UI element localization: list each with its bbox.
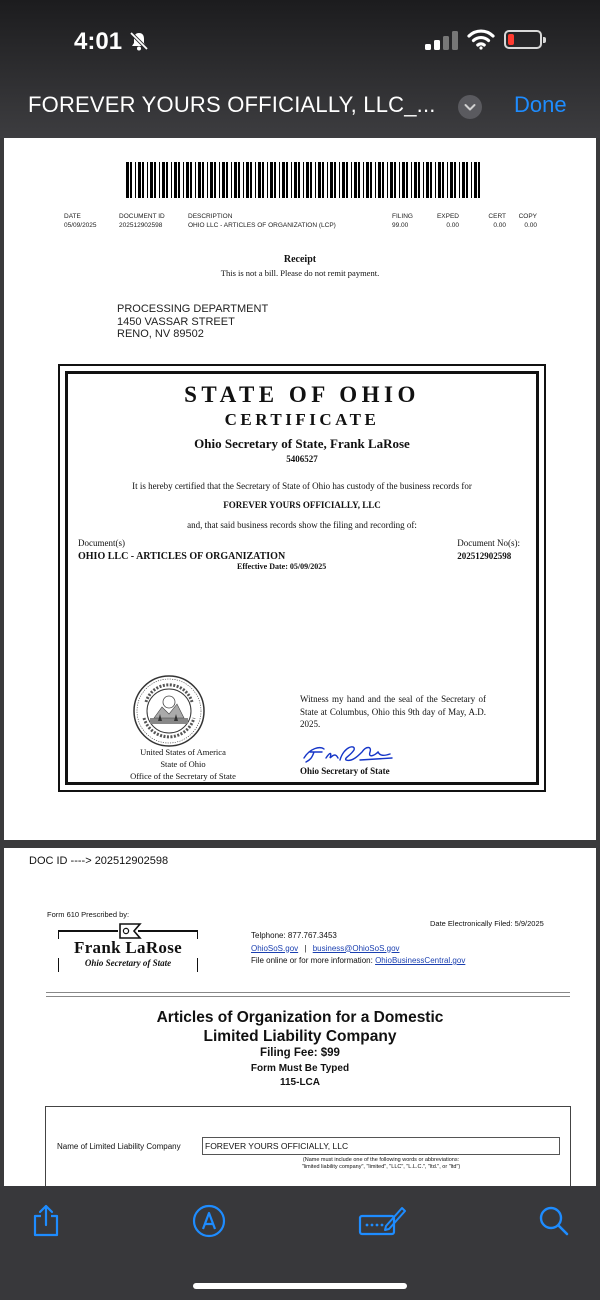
- status-time: 4:01: [74, 28, 123, 55]
- signature-caption: Ohio Secretary of State: [300, 766, 390, 776]
- signature-button[interactable]: [358, 1204, 406, 1236]
- document-page-1: [4, 138, 596, 840]
- certificate-title: STATE OF OHIO: [184, 382, 420, 407]
- online-line: [251, 955, 465, 968]
- search-button[interactable]: [538, 1204, 570, 1236]
- header-cert-label: CERT: [488, 213, 506, 220]
- certificate-subtitle: CERTIFICATE: [224, 410, 380, 429]
- header-filing: [392, 212, 413, 230]
- documents-label: Document(s): [78, 538, 125, 548]
- silent-bell-icon: [128, 30, 150, 52]
- filing-fee: Filing Fee: $99: [260, 1047, 340, 1059]
- header-copy-label: COPY: [518, 213, 537, 220]
- header-desc-label: DESCRIPTION: [188, 213, 233, 220]
- share-icon: [30, 1204, 62, 1238]
- header-docid-value: 202512902598: [119, 222, 163, 229]
- document-name: OHIO LLC - ARTICLES OF ORGANIZATION: [78, 551, 286, 562]
- doc-id-line: DOC ID ----> 202512902598: [29, 855, 169, 867]
- header-date: [64, 212, 97, 230]
- certificate-line1: It is hereby certified that the Secretary of State of Ohio has custody of the business records for: [132, 481, 472, 491]
- battery-icon: [504, 30, 542, 49]
- mailing-address: [117, 303, 268, 341]
- header-docid-label: DOCUMENT ID: [119, 213, 165, 220]
- form-title-line1: Articles of Organization for a Domestic: [156, 1009, 444, 1026]
- header-cert-value: 0.00: [493, 222, 506, 229]
- document-number-value: 202512902598: [457, 551, 512, 561]
- receipt-heading: [4, 254, 596, 278]
- certificate-office: Ohio Secretary of State, Frank LaRose: [194, 436, 410, 451]
- seal-line: Office of the Secretary of State: [130, 771, 236, 781]
- form-section: [45, 1106, 571, 1196]
- title-menu-button[interactable]: [458, 95, 482, 119]
- bottom-toolbar: [0, 1186, 600, 1300]
- certificate-frame: [65, 371, 539, 785]
- address-line: PROCESSING DEPARTMENT: [117, 303, 269, 315]
- online-text: File online or for more information:: [251, 956, 373, 965]
- logo-name: Frank LaRose: [74, 938, 182, 957]
- effective-date-label: Effective Date:: [237, 562, 288, 571]
- home-indicator[interactable]: [193, 1283, 407, 1289]
- header-description: [188, 212, 336, 230]
- header-exped-label: EXPED: [436, 213, 459, 220]
- signature-image: [300, 740, 400, 766]
- phone: Telphone: 877.767.3453: [251, 931, 337, 940]
- llc-note-line: (Name must include one of the following words or abbreviations:: [302, 1157, 460, 1163]
- llc-name-field[interactable]: FOREVER YOURS OFFICIALLY, LLC: [202, 1137, 560, 1155]
- document-number-label: Document No(s):: [457, 538, 520, 548]
- header-exped-value: 0.00: [446, 222, 459, 229]
- receipt-note: This is not a bill. Please do not remit payment.: [220, 268, 380, 278]
- witness-statement: Witness my hand and the seal of the Secretary of State at Columbus, Ohio this 9th day of May, A.D. 2025.: [300, 694, 486, 729]
- header-copy-value: 0.00: [524, 222, 537, 229]
- divider: [46, 996, 570, 997]
- business-central-link[interactable]: OhioBusinessCentral.gov: [375, 956, 466, 965]
- certificate-company: FOREVER YOURS OFFICIALLY, LLC: [223, 500, 381, 510]
- certificate-number: 5406527: [286, 454, 318, 464]
- document-page-2: [4, 848, 596, 1186]
- llc-name-note: [196, 1157, 566, 1171]
- form-prescribed: Form 610 Prescribed by:: [47, 910, 130, 919]
- chevron-down-icon: [458, 95, 482, 119]
- header-copy: [513, 212, 537, 230]
- top-bar: [0, 0, 600, 138]
- llc-note-line: "limited liability company", "limited", "LLC", "L.L.C.", "ltd.", or "ltd"): [301, 1164, 461, 1170]
- signature-icon: [358, 1204, 406, 1238]
- share-button[interactable]: [30, 1204, 62, 1236]
- markup-button[interactable]: [192, 1204, 224, 1236]
- ohio-seal-icon: [132, 674, 206, 748]
- document-title: FOREVER YOURS OFFICIALLY, LLC_...: [28, 92, 436, 117]
- header-exped: [433, 212, 459, 230]
- divider: [46, 992, 570, 993]
- effective-date: [237, 562, 326, 571]
- seal-caption: [108, 746, 258, 782]
- receipt-title: Receipt: [283, 254, 317, 265]
- effective-date-value: 05/09/2025: [289, 562, 327, 571]
- certificate-line2: and, that said business records show the filing and recording of:: [187, 520, 417, 530]
- documents-block: [78, 537, 285, 563]
- sos-logo: [58, 922, 198, 974]
- header-filing-value: 99.00: [392, 222, 409, 229]
- done-button[interactable]: Done: [514, 92, 567, 117]
- cellular-signal-icon: [425, 30, 459, 50]
- markup-icon: [192, 1204, 226, 1238]
- document-number-block: [457, 537, 520, 563]
- barcode: [124, 162, 484, 198]
- wifi-icon: [467, 28, 495, 50]
- address-line: 1450 VASSAR STREET: [117, 315, 235, 328]
- seal-line: United States of America: [140, 747, 226, 757]
- header-cert: [482, 212, 506, 230]
- certificate: [58, 364, 546, 792]
- ohiosos-link[interactable]: OhioSoS.gov: [251, 943, 299, 953]
- form-title: [4, 1008, 596, 1046]
- header-desc-value: OHIO LLC - ARTICLES OF ORGANIZATION (LCP): [188, 222, 336, 229]
- web-links: [251, 943, 465, 956]
- header-date-value: 05/09/2025: [64, 222, 97, 229]
- llc-name-label: Name of Limited Liability Company: [57, 1142, 181, 1151]
- form-code: 115-LCA: [279, 1077, 320, 1088]
- address-line: RENO, NV 89502: [117, 328, 204, 340]
- seal-line: State of Ohio: [160, 759, 206, 769]
- email-link[interactable]: business@OhioSoS.gov: [312, 943, 400, 953]
- search-icon: [538, 1204, 570, 1238]
- header-filing-label: FILING: [392, 213, 413, 220]
- filed-date: Date Electronically Filed: 5/9/2025: [430, 919, 544, 928]
- form-typed-note: Form Must Be Typed: [250, 1063, 350, 1074]
- form-title-line2: Limited Liability Company: [203, 1028, 397, 1045]
- logo-subtitle: Ohio Secretary of State: [84, 958, 172, 968]
- header-docid: [119, 212, 165, 230]
- contact-info: [251, 930, 465, 968]
- link-separator: |: [304, 943, 307, 953]
- header-date-label: DATE: [64, 213, 81, 220]
